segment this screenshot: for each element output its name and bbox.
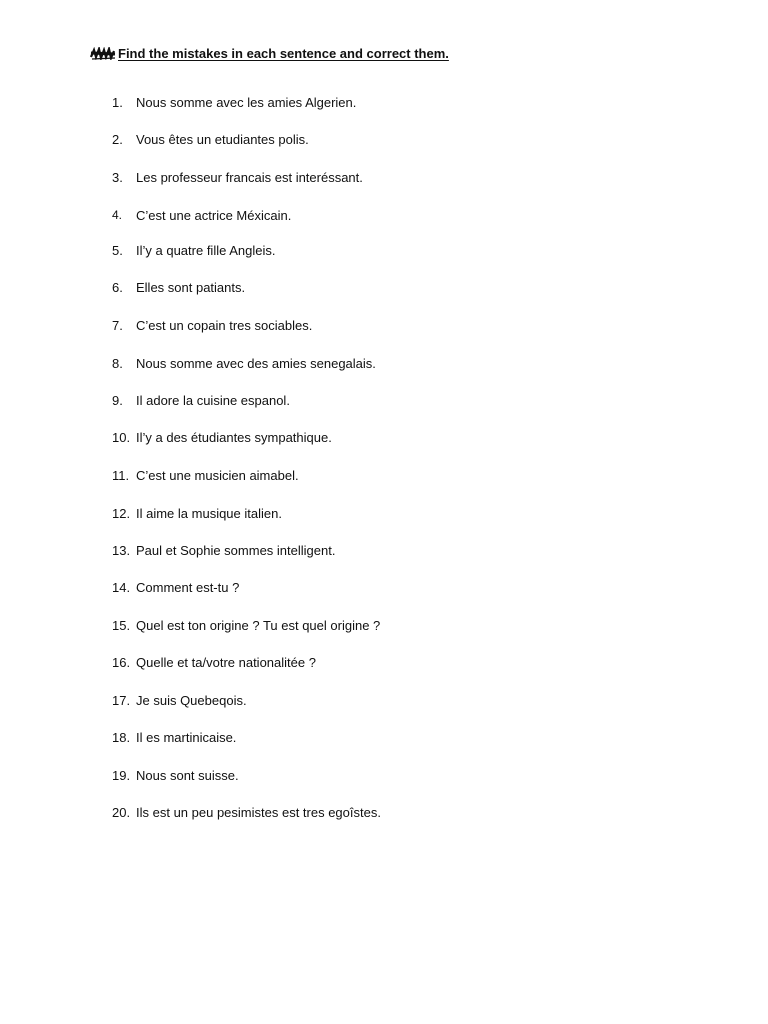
item-sentence: Elles sont patiants. xyxy=(136,280,246,295)
item-number: 18. xyxy=(112,730,131,745)
item-sentence: Je suis Quebeqois. xyxy=(136,693,247,708)
item-number: 15. xyxy=(112,618,131,633)
item-number: 8. xyxy=(112,356,123,371)
item-sentence: Il adore la cuisine espanol. xyxy=(136,393,290,408)
item-number: 16. xyxy=(112,655,131,670)
item-number: 11. xyxy=(112,468,130,483)
item-number: 19. xyxy=(112,768,131,783)
item-sentence: Nous somme avec des amies senegalais. xyxy=(136,356,376,371)
scribbled-out-label xyxy=(90,47,116,60)
item-number: 9. xyxy=(112,393,123,408)
item-number: 20. xyxy=(112,805,131,820)
item-sentence: Il es martinicaise. xyxy=(136,730,237,745)
item-sentence: Paul et Sophie sommes intelligent. xyxy=(136,543,336,558)
worksheet-heading xyxy=(90,46,449,61)
item-number: 1. xyxy=(112,95,123,110)
item-number: 14. xyxy=(112,580,131,595)
item-sentence: Ils est un peu pesimistes est tres egoîstes. xyxy=(136,805,381,820)
item-sentence: Il’y a des étudiantes sympathique. xyxy=(136,430,332,445)
item-sentence: C’est une actrice Méxicain. xyxy=(136,208,292,223)
item-number: 5. xyxy=(112,243,123,258)
item-sentence: Nous somme avec les amies Algerien. xyxy=(136,95,357,110)
item-sentence: Nous sont suisse. xyxy=(136,768,239,783)
item-sentence: Comment est-tu ? xyxy=(136,580,240,595)
item-sentence: Quelle et ta/votre nationalitée ? xyxy=(136,655,316,670)
item-number: 6. xyxy=(112,280,123,295)
heading-text: Find the mistakes in each sentence and correct them. xyxy=(118,46,449,61)
item-sentence: Vous êtes un etudiantes polis. xyxy=(136,132,309,147)
item-number: 2. xyxy=(112,132,123,147)
item-sentence: Quel est ton origine ? Tu est quel origine ? xyxy=(136,618,381,633)
item-sentence: C’est une musicien aimabel. xyxy=(136,468,299,483)
item-number: 13. xyxy=(112,543,131,558)
item-number: 4. xyxy=(112,208,123,222)
item-sentence: Les professeur francais est interéssant. xyxy=(136,170,363,185)
item-sentence: C’est un copain tres sociables. xyxy=(136,318,313,333)
item-number: 7. xyxy=(112,318,123,333)
item-sentence: Il aime la musique italien. xyxy=(136,506,282,521)
item-number: 3. xyxy=(112,170,123,185)
item-number: 17. xyxy=(112,693,131,708)
item-number: 12. xyxy=(112,506,131,521)
item-number: 10. xyxy=(112,430,131,445)
item-sentence: Il’y a quatre fille Angleis. xyxy=(136,243,276,258)
